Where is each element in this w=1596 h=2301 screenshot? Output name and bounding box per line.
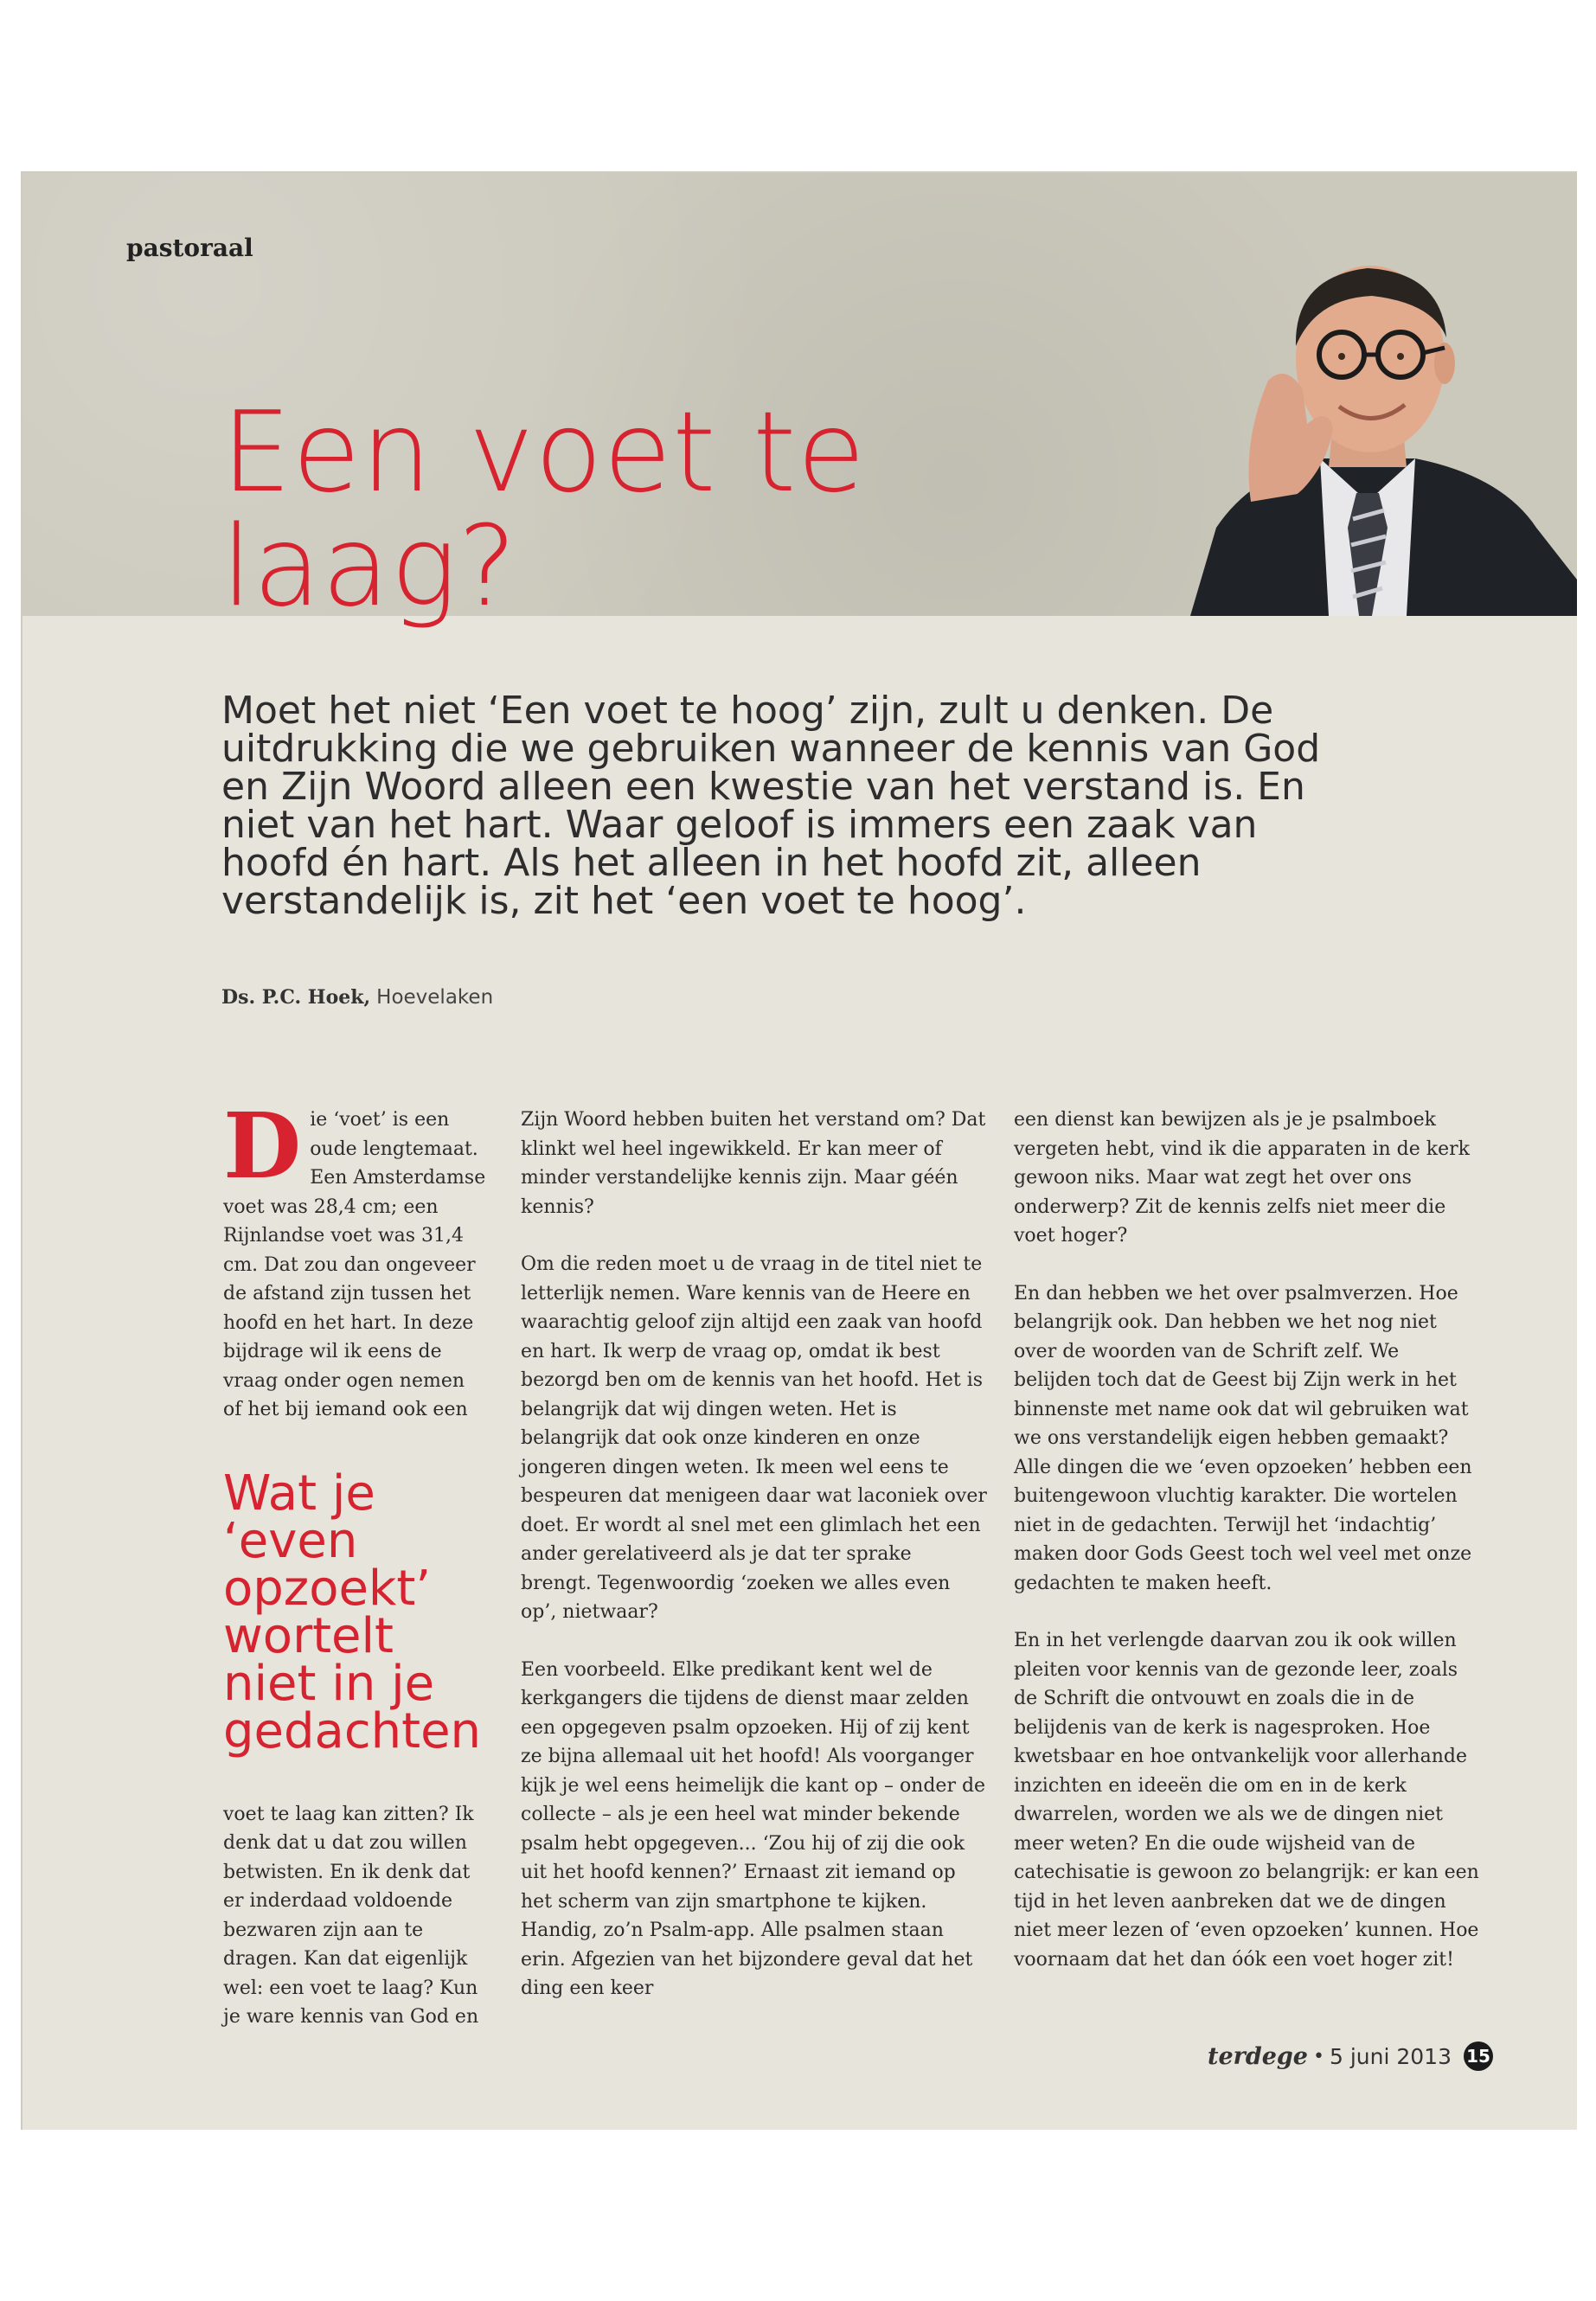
title-line-2: laag? — [221, 503, 518, 631]
magazine-page — [21, 171, 1577, 2130]
title-line-1: Een voet te — [221, 388, 867, 517]
separator-dot-icon: • — [1313, 2045, 1324, 2067]
body-column-3 — [1014, 1106, 1481, 1974]
body-paragraph: voet te laag kan zitten? Ik denk dat u dat zou willen betwisten. En ik denk dat er inderdaad voldoende bezwaren zijn aan te dragen. Kan dat eigenlijk wel: een voet te laag? Kun je ware kennis van God en — [223, 1803, 479, 2028]
body-column-1 — [223, 1093, 488, 2032]
pull-quote: Wat je ‘even opzoekt’ wortelt niet in je gedachten — [223, 1465, 482, 1759]
body-paragraph: Een voorbeeld. Elke predikant kent wel de kerkgangers die tijdens de dienst maar zelden een opgegeven psalm opzoeken. Hij of zij kent ze bijna allemaal uit het hoofd! Als voorganger kijk je wel eens heimelijk die kant op – onder de collecte – als je een heel wat minder bekende psalm hebt opgegeven... ‘Zou hij of zij die ook uit het hoofd kennen?’ Ernaast zit iemand op het scherm van zijn smartphone te kijken. Handig, zo’n Psalm-app. Alle psalmen staan erin. Afgezien van het bijzondere geval dat het ding een keer — [521, 1658, 986, 1999]
issue-date: 5 juni 2013 — [1329, 2043, 1452, 2069]
drop-cap: D — [223, 1093, 302, 1199]
body-paragraph: Zijn Woord hebben buiten het verstand om? Dat klinkt wel heel ingewikkeld. Er kan meer of minder verstandelijke kennis zijn. Maar géén kennis? — [521, 1109, 986, 1218]
author-place: Hoevelaken — [376, 986, 494, 1009]
body-column-2 — [521, 1106, 988, 2003]
section-label: pastoraal — [126, 234, 253, 262]
lead-paragraph: Moet het niet ‘Een voet te hoog’ zijn, zult u denken. De uitdrukking die we gebruiken wanneer de kennis van God en Zijn Woord alleen een kwestie van het verstand is. En niet van het hart. Waar geloof is immers een zaak van hoofd én hart. Als het alleen in het hoofd zit, alleen verstandelijk is, zit het ‘een voet te hoog’. — [221, 689, 1321, 923]
body-paragraph: een dienst kan bewijzen als je je psalmboek vergeten hebt, vind ik die apparaten in de kerk gewoon niks. Maar wat zegt het over ons onderwerp? Zit de kennis zelfs niet meer die voet hoger? — [1014, 1109, 1470, 1247]
article-title — [221, 388, 1000, 631]
body-paragraph: En in het verlengde daarvan zou ik ook willen pleiten voor kennis van de gezonde leer, zoals de Schrift die ontvouwt en zoals die in de belijdenis van de kerk is nagesproken. Hoe kwetsbaar en hoe ontvankelijk voor allerhande inzichten en ideeën die om en in de kerk dwarrelen, worden we als we de dingen niet meer weten? En die oude wijsheid van de catechisatie is gewoon zo belangrijk: er kan een tijd in het leven aanbreken dat we de dingen niet meer lezen of ‘even opzoeken’ kunnen. Hoe voornaam dat het dan óók een voet hoger zit! — [1014, 1630, 1479, 1971]
author-name: Ds. P.C. Hoek, — [221, 986, 371, 1009]
body-paragraph: Om die reden moet u de vraag in de titel niet te letterlijk nemen. Ware kennis van de Heere en waarachtig geloof zijn altijd een zaak van hoofd en hart. Ik werp de vraag op, omdat ik best bezorgd ben om de kennis van het hoofd. Het is belangrijk dat wij dingen weten. Het is belangrijk dat ook onze kinderen en onze jongeren dingen weten. Ik meen wel eens te bespeuren dat menigeen daar wat laconiek over doet. Er wordt al snel met een glimlach het een ander gerelativeerd als je dat ter sprake brengt. Tegenwoordig ‘zoeken we alles even op’, nietwaar? — [521, 1253, 987, 1623]
body-paragraph: En dan hebben we het over psalmverzen. Hoe belangrijk ook. Dan hebben we het nog niet over de woorden van de Schrift zelf. We belijden toch dat de Geest bij Zijn werk in het binnenste met name ook dat wil gebruiken wat we ons verstandelijk eigen hebben gemaakt? Alle dingen die we ‘even opzoeken’ hebben een buitengewoon vluchtig karakter. Die wortelen niet in de gedachten. Terwijl het ‘indachtig’ maken door Gods Geest toch wel veel met onze gedachten te maken heeft. — [1014, 1282, 1472, 1594]
byline — [221, 986, 493, 1009]
author-portrait — [1156, 242, 1577, 616]
page-number: 15 — [1464, 2041, 1493, 2071]
page-footer — [1208, 2041, 1493, 2071]
body-text: ie ‘voet’ is een oude lengtemaat. Een Amsterdamse voet was 28,4 cm; een Rijnlandse voet was 31,4 cm. Dat zou dan ongeveer de afstand zijn tussen het hoofd en het hart. In deze bijdrage wil ik eens de vraag onder ogen nemen of het bij iemand ook een — [223, 1109, 486, 1420]
body-paragraph — [223, 1093, 488, 1425]
magazine-name: terdege — [1208, 2042, 1308, 2070]
